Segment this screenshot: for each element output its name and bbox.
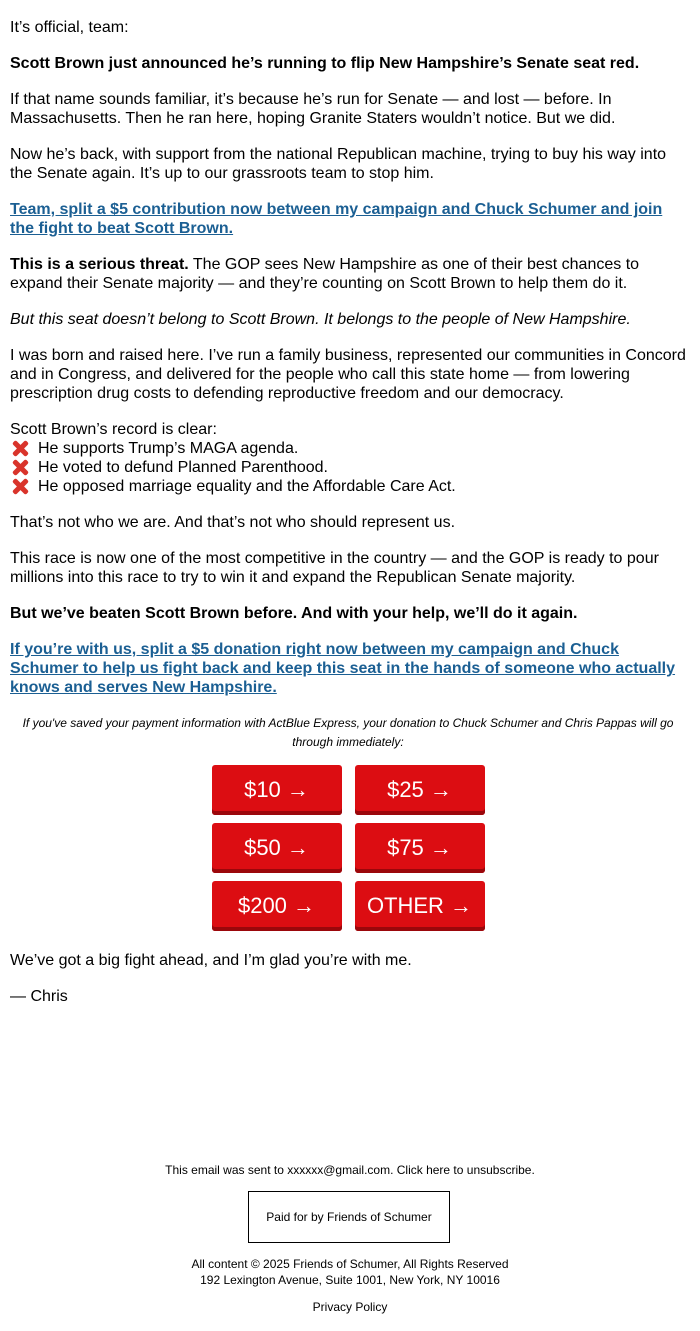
paragraph-beaten: But we’ve beaten Scott Brown before. And with your help, we’ll do it again. bbox=[10, 605, 578, 622]
signature: — Chris bbox=[10, 988, 68, 1005]
privacy-policy-link[interactable]: Privacy Policy bbox=[312, 1300, 388, 1314]
donate-75-button[interactable]: $75 → bbox=[355, 823, 485, 873]
donate-link-2[interactable]: If you’re with us, split a $5 donation right now between my campaign and Chuck Schumer to help us fight back and keep this seat in the hands of someone who actually knows and serves New Hampshire. bbox=[10, 641, 676, 696]
paragraph-bio: I was born and raised here. I’ve run a family business, represented our communities in Concord and in Congress, and delivered for the people who call this state home — from lowering prescription drug costs to defending reproductive freedom and our democracy. bbox=[10, 347, 686, 402]
paragraph-threat bbox=[10, 255, 686, 293]
paragraph-history: If that name sounds familiar, it’s because he’s run for Senate — and lost — before. In Massachusetts. Then he ran here, hoping Granite Staters wouldn’t notice. But we did. bbox=[10, 91, 616, 127]
donation-buttons bbox=[10, 765, 686, 931]
record-list bbox=[10, 439, 686, 496]
donate-50-button[interactable]: $50 → bbox=[212, 823, 342, 873]
threat-bold: This is a serious threat. bbox=[10, 256, 189, 273]
email-body bbox=[10, 18, 686, 1006]
paragraph-race: This race is now one of the most competitive in the country — and the GOP is ready to pour millions into this race to try to win it and expand the Republican Senate majority. bbox=[10, 550, 659, 586]
donate-other-button[interactable]: OTHER → bbox=[355, 881, 485, 931]
donate-10-button[interactable]: $10 → bbox=[212, 765, 342, 815]
list-item bbox=[10, 477, 686, 496]
list-item-text: He supports Trump’s MAGA agenda. bbox=[38, 440, 299, 457]
copyright: All content © 2025 Friends of Schumer, All Rights Reserved bbox=[191, 1257, 509, 1271]
headline: Scott Brown just announced he’s running to flip New Hampshire’s Senate seat red. bbox=[10, 55, 640, 72]
italic-line: But this seat doesn’t belong to Scott Brown. It belongs to the people of New Hampshire. bbox=[10, 311, 631, 328]
paid-for-box: Paid for by Friends of Schumer bbox=[248, 1191, 450, 1243]
donate-25-button[interactable]: $25 → bbox=[355, 765, 485, 815]
express-note: If you've saved your payment information with ActBlue Express, your donation to Chuck Schumer and Chris Pappas will go through immediately: bbox=[22, 716, 674, 749]
cross-mark-icon bbox=[10, 439, 30, 458]
address: 192 Lexington Avenue, Suite 1001, New York, NY 10016 bbox=[200, 1273, 500, 1287]
paragraph-who-we-are: That’s not who we are. And that’s not who should represent us. bbox=[10, 514, 456, 531]
threat-rest: The GOP sees New Hampshire as one of their best chances to expand their Senate majority — and they’re counting on Scott Brown to help them do it. bbox=[10, 256, 640, 292]
record-intro: Scott Brown’s record is clear: bbox=[10, 421, 217, 438]
list-item-text: He opposed marriage equality and the Affordable Care Act. bbox=[38, 478, 456, 495]
donate-link-1[interactable]: Team, split a $5 contribution now between my campaign and Chuck Schumer and join the fight to beat Scott Brown. bbox=[10, 201, 663, 237]
cross-mark-icon bbox=[10, 477, 30, 496]
paragraph-machine: Now he’s back, with support from the national Republican machine, trying to buy his way into the Senate again. It’s up to our grassroots team to stop him. bbox=[10, 146, 667, 182]
list-item-text: He voted to defund Planned Parenthood. bbox=[38, 459, 328, 476]
list-item bbox=[10, 458, 686, 477]
copyright-block bbox=[0, 1256, 700, 1288]
unsubscribe-line[interactable]: This email was sent to xxxxxx@gmail.com. Click here to unsubscribe. bbox=[165, 1163, 535, 1177]
list-item bbox=[10, 439, 686, 458]
cross-mark-icon bbox=[10, 458, 30, 477]
closing: We’ve got a big fight ahead, and I’m glad you’re with me. bbox=[10, 952, 412, 969]
greeting: It’s official, team: bbox=[10, 19, 129, 36]
donate-200-button[interactable]: $200 → bbox=[212, 881, 342, 931]
